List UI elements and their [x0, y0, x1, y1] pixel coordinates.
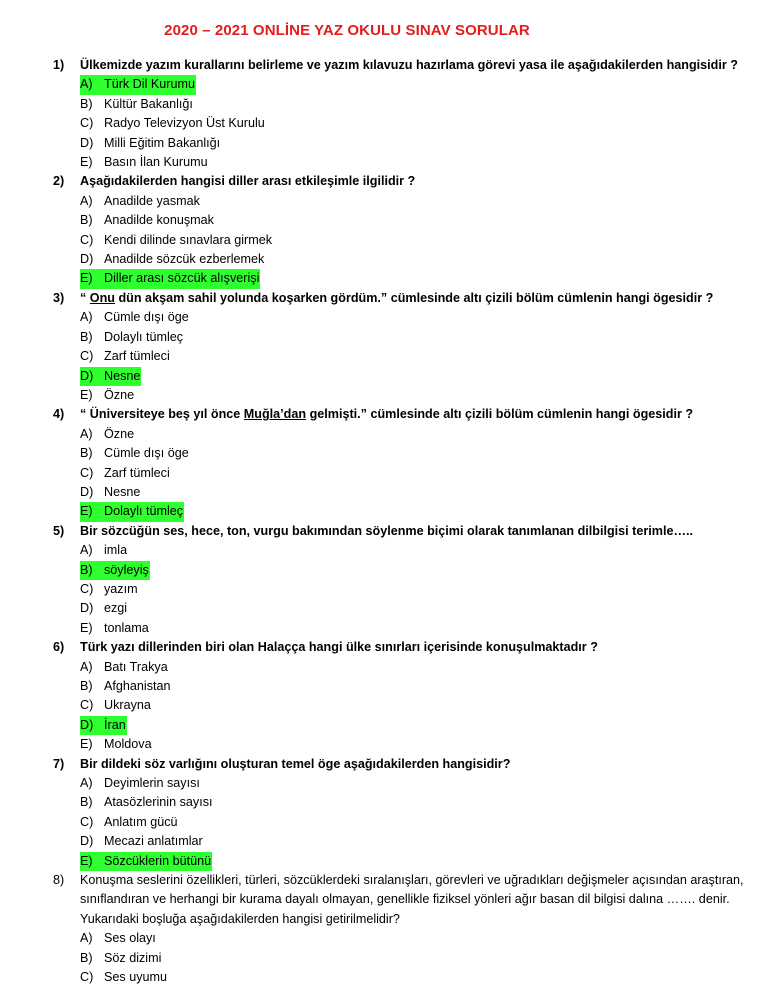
- option-5d: D) ezgi: [80, 601, 128, 616]
- option-2e: E) Diller arası sözcük alışverişi: [0, 269, 779, 288]
- question-text-post: dün akşam sahil yolunda koşarken gördüm.” cümlesinde altı çizili bölüm cümlenin hangi ögesidir ?: [114, 290, 714, 305]
- question-8-prompt: Yukarıdaki boşluğa aşağıdakilerden hangisi getirilmelidir?: [80, 911, 400, 926]
- question-number: 2): [53, 174, 65, 189]
- option-6b: B) Afghanistan: [80, 679, 171, 693]
- option-3c: C) Zarf tümleci: [80, 349, 170, 364]
- option-2a: A) Anadilde yasmak: [80, 193, 200, 208]
- question-5: [0, 522, 779, 541]
- option-1a: A) Türk Dil Kurumu: [0, 75, 779, 94]
- option-1b: B) Kültür Bakanlığı: [80, 96, 193, 111]
- option-5e: E) tonlama: [80, 620, 149, 635]
- option-3b: B) Dolaylı tümleç: [80, 329, 184, 344]
- question-number: 5): [53, 523, 65, 538]
- option-4d: D) Nesne: [80, 484, 141, 499]
- question-1: [0, 56, 779, 75]
- question-list: [0, 56, 779, 988]
- option-3a: A) Cümle dışı öge: [80, 310, 189, 325]
- question-text-pre: “ Üniversiteye beş yıl önce: [80, 407, 244, 422]
- option-3d: D) Nesne: [0, 367, 779, 386]
- underlined-word: Muğla’dan: [243, 407, 307, 422]
- option-6a: A) Batı Trakya: [80, 659, 168, 674]
- question-7: [0, 755, 779, 774]
- option-1e: E) Basın İlan Kurumu: [80, 155, 208, 170]
- option-2c: C) Kendi dilinde sınavlara girmek: [80, 232, 273, 247]
- question-paragraph-text: Konuşma seslerini özellikleri, türleri, sözcüklerdeki sıralanışları, görevleri ve uğradıkları değişmeler açısından araştıran, sınıflandıran ve herhangi bir kurama dayalı olmayan, genellikle fiziksel yönleri ağır basan dil bilgisi dalına ……. denir.: [80, 873, 744, 907]
- option-3e: E) Özne: [80, 387, 135, 402]
- question-4: [0, 405, 779, 424]
- option-5c: C) yazım: [80, 581, 138, 596]
- question-6: [0, 638, 779, 657]
- question-text: Bir sözcüğün ses, hece, ton, vurgu bakımından söylenme biçimi olarak tanımlanan dilbilgisi terimle…..: [80, 523, 694, 538]
- question-text-pre: “: [80, 290, 90, 305]
- option-6d: D) İran: [0, 716, 779, 735]
- question-3: [0, 289, 779, 308]
- option-1d: D) Milli Eğitim Bakanlığı: [80, 135, 221, 150]
- question-number: 4): [53, 407, 65, 422]
- question-text: Türk yazı dillerinden biri olan Halaçça hangi ülke sınırları içerisinde konuşulmaktadır ?: [80, 640, 598, 655]
- option-7a: A) Deyimlerin sayısı: [80, 776, 200, 791]
- page-title: 2020 – 2021 ONLİNE YAZ OKULU SINAV SORULAR: [164, 22, 530, 39]
- question-number: 8): [53, 873, 65, 888]
- question-2: [0, 172, 779, 191]
- option-5a: A) imla: [80, 543, 128, 558]
- question-number: 3): [53, 290, 65, 305]
- option-4b: B) Cümle dışı öge: [80, 446, 189, 461]
- option-6c: C) Ukrayna: [80, 698, 151, 713]
- option-6e: E) Moldova: [80, 737, 152, 752]
- option-4c: C) Zarf tümleci: [80, 465, 170, 480]
- option-2b: B) Anadilde konuşmak: [80, 213, 214, 228]
- question-text: Aşağıdakilerden hangisi diller arası etkileşimle ilgilidir ?: [80, 174, 416, 189]
- question-number: 1): [53, 58, 65, 72]
- option-5b: B) söyleyiş: [0, 561, 779, 580]
- question-8-paragraph: [0, 871, 779, 910]
- option-1c: C) Radyo Televizyon Üst Kurulu: [80, 116, 265, 131]
- question-text: Bir dildeki söz varlığını oluşturan temel öge aşağıdakilerden hangisidir?: [80, 756, 511, 771]
- option-7d: D) Mecazi anlatımlar: [80, 834, 203, 849]
- question-number: 6): [53, 640, 65, 655]
- question-text-post: gelmişti.” cümlesinde altı çizili bölüm cümlenin hangi ögesidir ?: [306, 407, 694, 422]
- option-8b: B) Söz dizimi: [80, 950, 162, 965]
- option-7b: B) Atasözlerinin sayısı: [80, 795, 213, 810]
- option-4a: A) Özne: [80, 426, 135, 441]
- option-8c: C) Ses uyumu: [80, 970, 167, 985]
- question-number: 7): [53, 756, 65, 771]
- option-8a: A) Ses olayı: [80, 931, 156, 946]
- option-2d: D) Anadilde sözcük ezberlemek: [80, 252, 265, 267]
- option-4e: E) Dolaylı tümleç: [0, 502, 779, 521]
- option-7c: C) Anlatım gücü: [80, 814, 178, 829]
- question-text: Ülkemizde yazım kurallarını belirleme ve yazım kılavuzu hazırlama görevi yasa ile aşağıdakilerden hangisidir ?: [80, 58, 738, 72]
- option-7e: E) Sözcüklerin bütünü: [0, 852, 779, 871]
- underlined-word: Onu: [89, 290, 115, 305]
